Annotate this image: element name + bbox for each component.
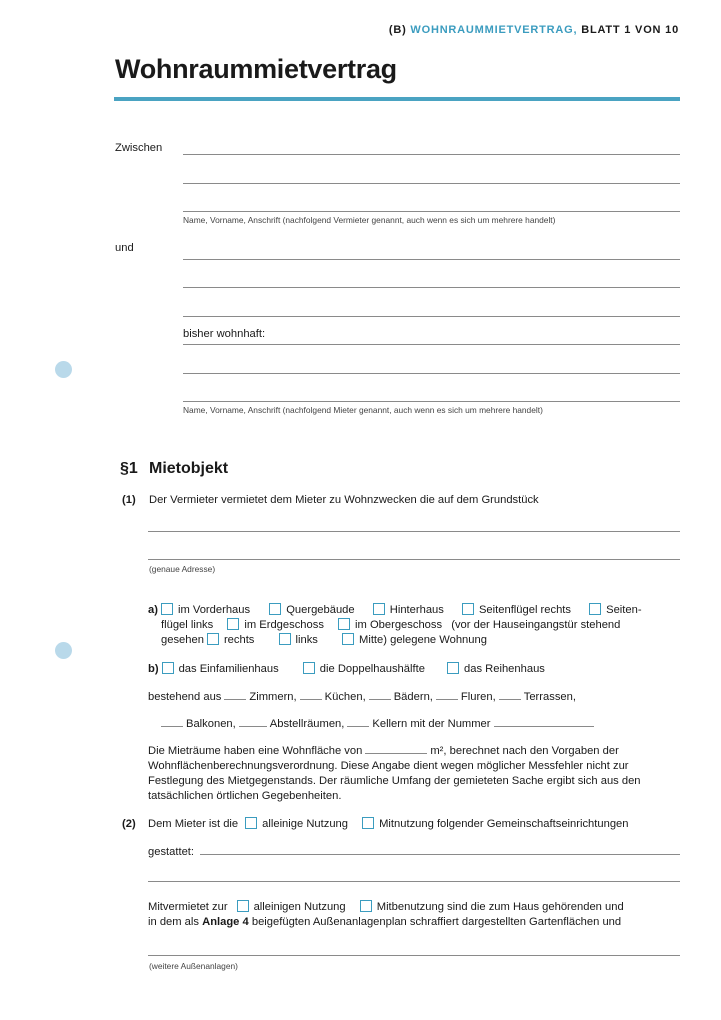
header-prefix: (B) xyxy=(388,24,407,36)
option-b-line xyxy=(148,662,545,677)
checkbox-alleinigen-nutzung[interactable] xyxy=(237,900,249,912)
paragraph-2-number: (2) xyxy=(122,818,136,830)
input-wohnflaeche[interactable] xyxy=(365,743,427,754)
label-quergebaeude: Quergebäude xyxy=(286,604,355,616)
paragraph-2-text: Dem Mieter ist die xyxy=(148,818,239,830)
between-label: Zwischen xyxy=(115,142,163,154)
label-mitte: Mitte) gelegene Wohnung xyxy=(359,634,487,646)
rooms-line-2 xyxy=(158,716,597,732)
checkbox-mitnutzung[interactable] xyxy=(362,817,374,829)
tenant-caption: Name, Vorname, Anschrift (nachfolgend Mieter genannt, auch wenn es sich um mehrere handelt) xyxy=(183,405,543,415)
landlord-caption: Name, Vorname, Anschrift (nachfolgend Vermieter genannt, auch wenn es sich um mehrere handelt) xyxy=(183,215,556,225)
mitvermietet-line-2 xyxy=(148,915,621,930)
hauseingang-note: (vor der Hauseingangstür stehend xyxy=(451,619,621,631)
page-title: Wohnraummietvertrag xyxy=(115,54,397,84)
anlage-pre: in dem als xyxy=(148,916,199,928)
label-fluren: Fluren, xyxy=(460,691,496,703)
label-einfamilienhaus: das Einfamilienhaus xyxy=(178,663,279,675)
option-a-line-1 xyxy=(148,603,642,618)
checkbox-doppelhaushaelfte[interactable] xyxy=(303,662,315,674)
punch-hole xyxy=(55,361,72,378)
mitvermietet-label: Mitvermietet zur xyxy=(148,901,228,913)
rooms-intro: bestehend aus xyxy=(148,691,222,703)
area-text-end: m², berechnet nach den Vorgaben der xyxy=(430,745,619,757)
label-rechts: rechts xyxy=(223,634,255,646)
page-header xyxy=(389,24,679,36)
landlord-line-1[interactable] xyxy=(183,154,680,155)
checkbox-hinterhaus[interactable] xyxy=(373,603,385,615)
label-zimmer: Zimmern, xyxy=(249,691,297,703)
input-kuechen[interactable] xyxy=(300,689,322,700)
input-fluren[interactable] xyxy=(436,689,458,700)
label-mitbenutzung: Mitbenutzung sind die zum Haus gehörenden und xyxy=(376,901,624,913)
tenant-line-3[interactable] xyxy=(183,316,680,317)
tenant-line-5[interactable] xyxy=(183,373,680,374)
checkbox-erdgeschoss[interactable] xyxy=(227,618,239,630)
label-hinterhaus: Hinterhaus xyxy=(389,604,444,616)
option-b-label: b) xyxy=(148,663,159,675)
label-balkonen: Balkonen, xyxy=(186,718,236,730)
checkbox-seitenfluegel-rechts[interactable] xyxy=(462,603,474,615)
punch-hole xyxy=(55,642,72,659)
title-rule xyxy=(114,97,680,101)
checkbox-obergeschoss[interactable] xyxy=(338,618,350,630)
input-terrassen[interactable] xyxy=(499,689,521,700)
anlage-post: beigefügten Außenanlagenplan schraffiert dargestellten Gartenflächen und xyxy=(251,916,622,928)
area-line-4: tatsächlichen örtlichen Gegebenheiten. xyxy=(148,790,342,802)
label-alleinigen-nutzung: alleinigen Nutzung xyxy=(253,901,346,913)
tenant-line-2[interactable] xyxy=(183,287,680,288)
paragraph-1-text: Der Vermieter vermietet dem Mieter zu Wohnzwecken die auf dem Grundstück xyxy=(149,494,539,506)
gemeinschaft-line-1[interactable] xyxy=(200,854,680,855)
area-text-start: Die Mieträume haben eine Wohnfläche von xyxy=(148,745,363,757)
label-seitenfluegel-rechts: Seitenflügel rechts xyxy=(478,604,572,616)
address-caption: (genaue Adresse) xyxy=(149,564,216,574)
label-terrassen: Terrassen, xyxy=(523,691,576,703)
option-a-line-3 xyxy=(161,633,487,648)
landlord-line-3[interactable] xyxy=(183,211,680,212)
label-seitenfluegel-links-1: Seiten- xyxy=(606,604,642,616)
label-obergeschoss: im Obergeschoss xyxy=(355,619,443,631)
header-sheet: BLATT 1 VON 10 xyxy=(581,24,679,36)
tenant-line-4[interactable] xyxy=(183,344,680,345)
anlage-bold: Anlage 4 xyxy=(202,916,249,928)
tenant-line-1[interactable] xyxy=(183,259,680,260)
label-doppelhaushaelfte: die Doppelhaushälfte xyxy=(319,663,425,675)
address-line-1[interactable] xyxy=(148,531,680,532)
gestattet-label: gestattet: xyxy=(148,846,195,858)
input-baedern[interactable] xyxy=(369,689,391,700)
mitvermietet-line-1 xyxy=(148,900,624,915)
option-a-line-2 xyxy=(161,618,620,633)
checkbox-vorderhaus[interactable] xyxy=(161,603,173,615)
label-alleinige-nutzung: alleinige Nutzung xyxy=(262,818,348,830)
input-zimmer[interactable] xyxy=(224,689,246,700)
label-mitnutzung: Mitnutzung folgender Gemeinschaftseinrichtungen xyxy=(379,818,629,830)
section-title: Mietobjekt xyxy=(149,460,229,477)
area-line-3: Festlegung des Mietgegenstands. Der räumliche Umfang der gemieteten Sache ergibt sich aus den xyxy=(148,775,641,787)
weitere-caption: (weitere Außenanlagen) xyxy=(149,961,238,971)
checkbox-rechts[interactable] xyxy=(207,633,219,645)
area-paragraph xyxy=(148,743,688,804)
checkbox-reihenhaus[interactable] xyxy=(447,662,459,674)
and-label: und xyxy=(115,242,134,254)
area-line-2: Wohnflächenberechnungsverordnung. Diese Angabe dient wegen möglicher Messfehler nicht zur xyxy=(148,760,629,772)
aussenanlagen-line[interactable] xyxy=(148,955,680,956)
rooms-line-1 xyxy=(148,689,576,705)
checkbox-alleinige-nutzung[interactable] xyxy=(245,817,257,829)
label-reihenhaus: das Reihenhaus xyxy=(464,663,545,675)
checkbox-quergebaeude[interactable] xyxy=(269,603,281,615)
paragraph-2-line xyxy=(148,817,629,832)
tenant-line-6[interactable] xyxy=(183,401,680,402)
checkbox-einfamilienhaus[interactable] xyxy=(162,662,174,674)
input-keller[interactable] xyxy=(347,716,369,727)
label-kuechen: Küchen, xyxy=(324,691,366,703)
label-baedern: Bädern, xyxy=(393,691,433,703)
checkbox-seitenfluegel-links[interactable] xyxy=(589,603,601,615)
label-seitenfluegel-links-2: flügel links xyxy=(161,619,214,631)
address-line-2[interactable] xyxy=(148,559,680,560)
checkbox-mitte[interactable] xyxy=(342,633,354,645)
label-erdgeschoss: im Erdgeschoss xyxy=(244,619,324,631)
label-abstellraeumen: Abstellräumen, xyxy=(269,718,345,730)
label-vorderhaus: im Vorderhaus xyxy=(177,604,251,616)
header-doc-name: WOHNRAUMMIETVERTRAG, xyxy=(410,24,578,36)
label-links: links xyxy=(295,634,318,646)
option-a-label: a) xyxy=(148,604,158,616)
section-number: §1 xyxy=(120,460,138,477)
input-abstellraeume[interactable] xyxy=(239,716,267,727)
input-balkonen[interactable] xyxy=(161,716,183,727)
gemeinschaft-line-2[interactable] xyxy=(148,881,680,882)
checkbox-mitbenutzung[interactable] xyxy=(360,900,372,912)
checkbox-links[interactable] xyxy=(279,633,291,645)
input-keller-nummer[interactable] xyxy=(494,716,594,727)
landlord-line-2[interactable] xyxy=(183,183,680,184)
paragraph-1-number: (1) xyxy=(122,494,136,506)
label-keller: Kellern mit der Nummer xyxy=(372,718,491,730)
label-gesehen: gesehen xyxy=(161,634,204,646)
previous-residence-label: bisher wohnhaft: xyxy=(183,328,266,340)
